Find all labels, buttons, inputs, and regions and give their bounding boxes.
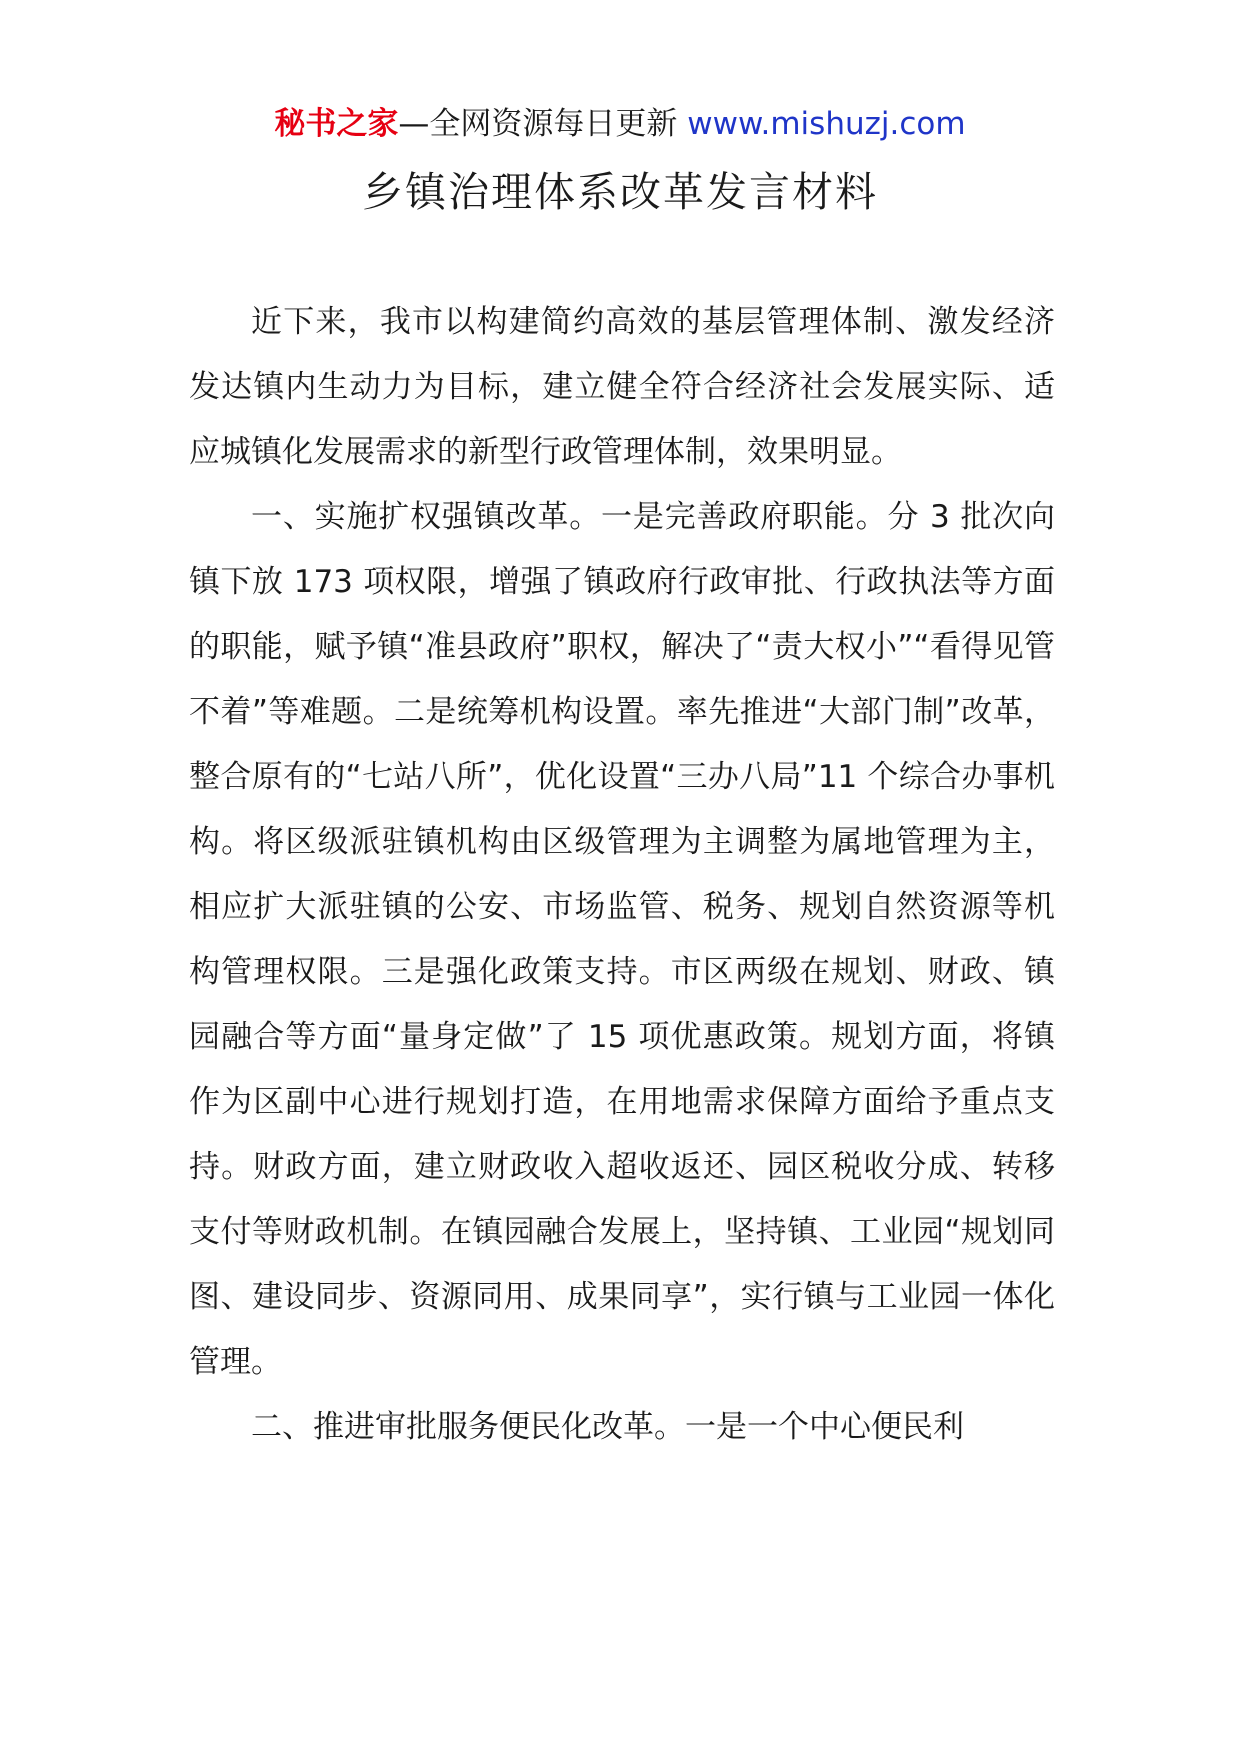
brand-name: 秘书之家 [274, 106, 399, 142]
paragraph-intro: 近下来，我市以构建简约高效的基层管理体制、激发经济发达镇内生动力为目标，建立健全符合经济社会发展实际、适应城镇化发展需求的新型行政管理体制，效果明显。 [189, 304, 1055, 470]
paragraph-section-1: 一、实施扩权强镇改革。一是完善政府职能。分 3 批次向镇下放 173 项权限，增强了镇政府行政审批、行政执法等方面的职能，赋予镇“准县政府”职权，解决了“责大权小”“看得见管不着”等难题。二是统筹机构设置。率先推进“大部门制”改革，整合原有的“七站八所”，优化设置“三办八局”11 个综合办事机构。将区级派驻镇机构由区级管理为主调整为属地管理为主，相应扩大派驻镇的公安、市场监管、税务、规划自然资源等机构管理权限。三是强化政策支持。市区两级在规划、财政、镇园融合等方面“量身定做”了 15 项优惠政策。规划方面，将镇作为区副中心进行规划打造，在用地需求保障方面给予重点支持。财政方面，建立财政收入超收返还、园区税收分成、转移支付等财政机制。在镇园融合发展上，坚持镇、工业园“规划同图、建设同步、资源同用、成果同享”，实行镇与工业园一体化管理。 [189, 499, 1055, 1380]
header-tagline: —全网资源每日更新 [398, 106, 678, 142]
paragraph-section-2: 二、推进审批服务便民化改革。一是一个中心便民利 [251, 1409, 964, 1445]
site-header [0, 100, 1240, 148]
document-body [189, 290, 1055, 1460]
document-title: 乡镇治理体系改革发言材料 [362, 168, 878, 216]
site-url-link[interactable]: www.mishuzj.com [687, 106, 966, 142]
